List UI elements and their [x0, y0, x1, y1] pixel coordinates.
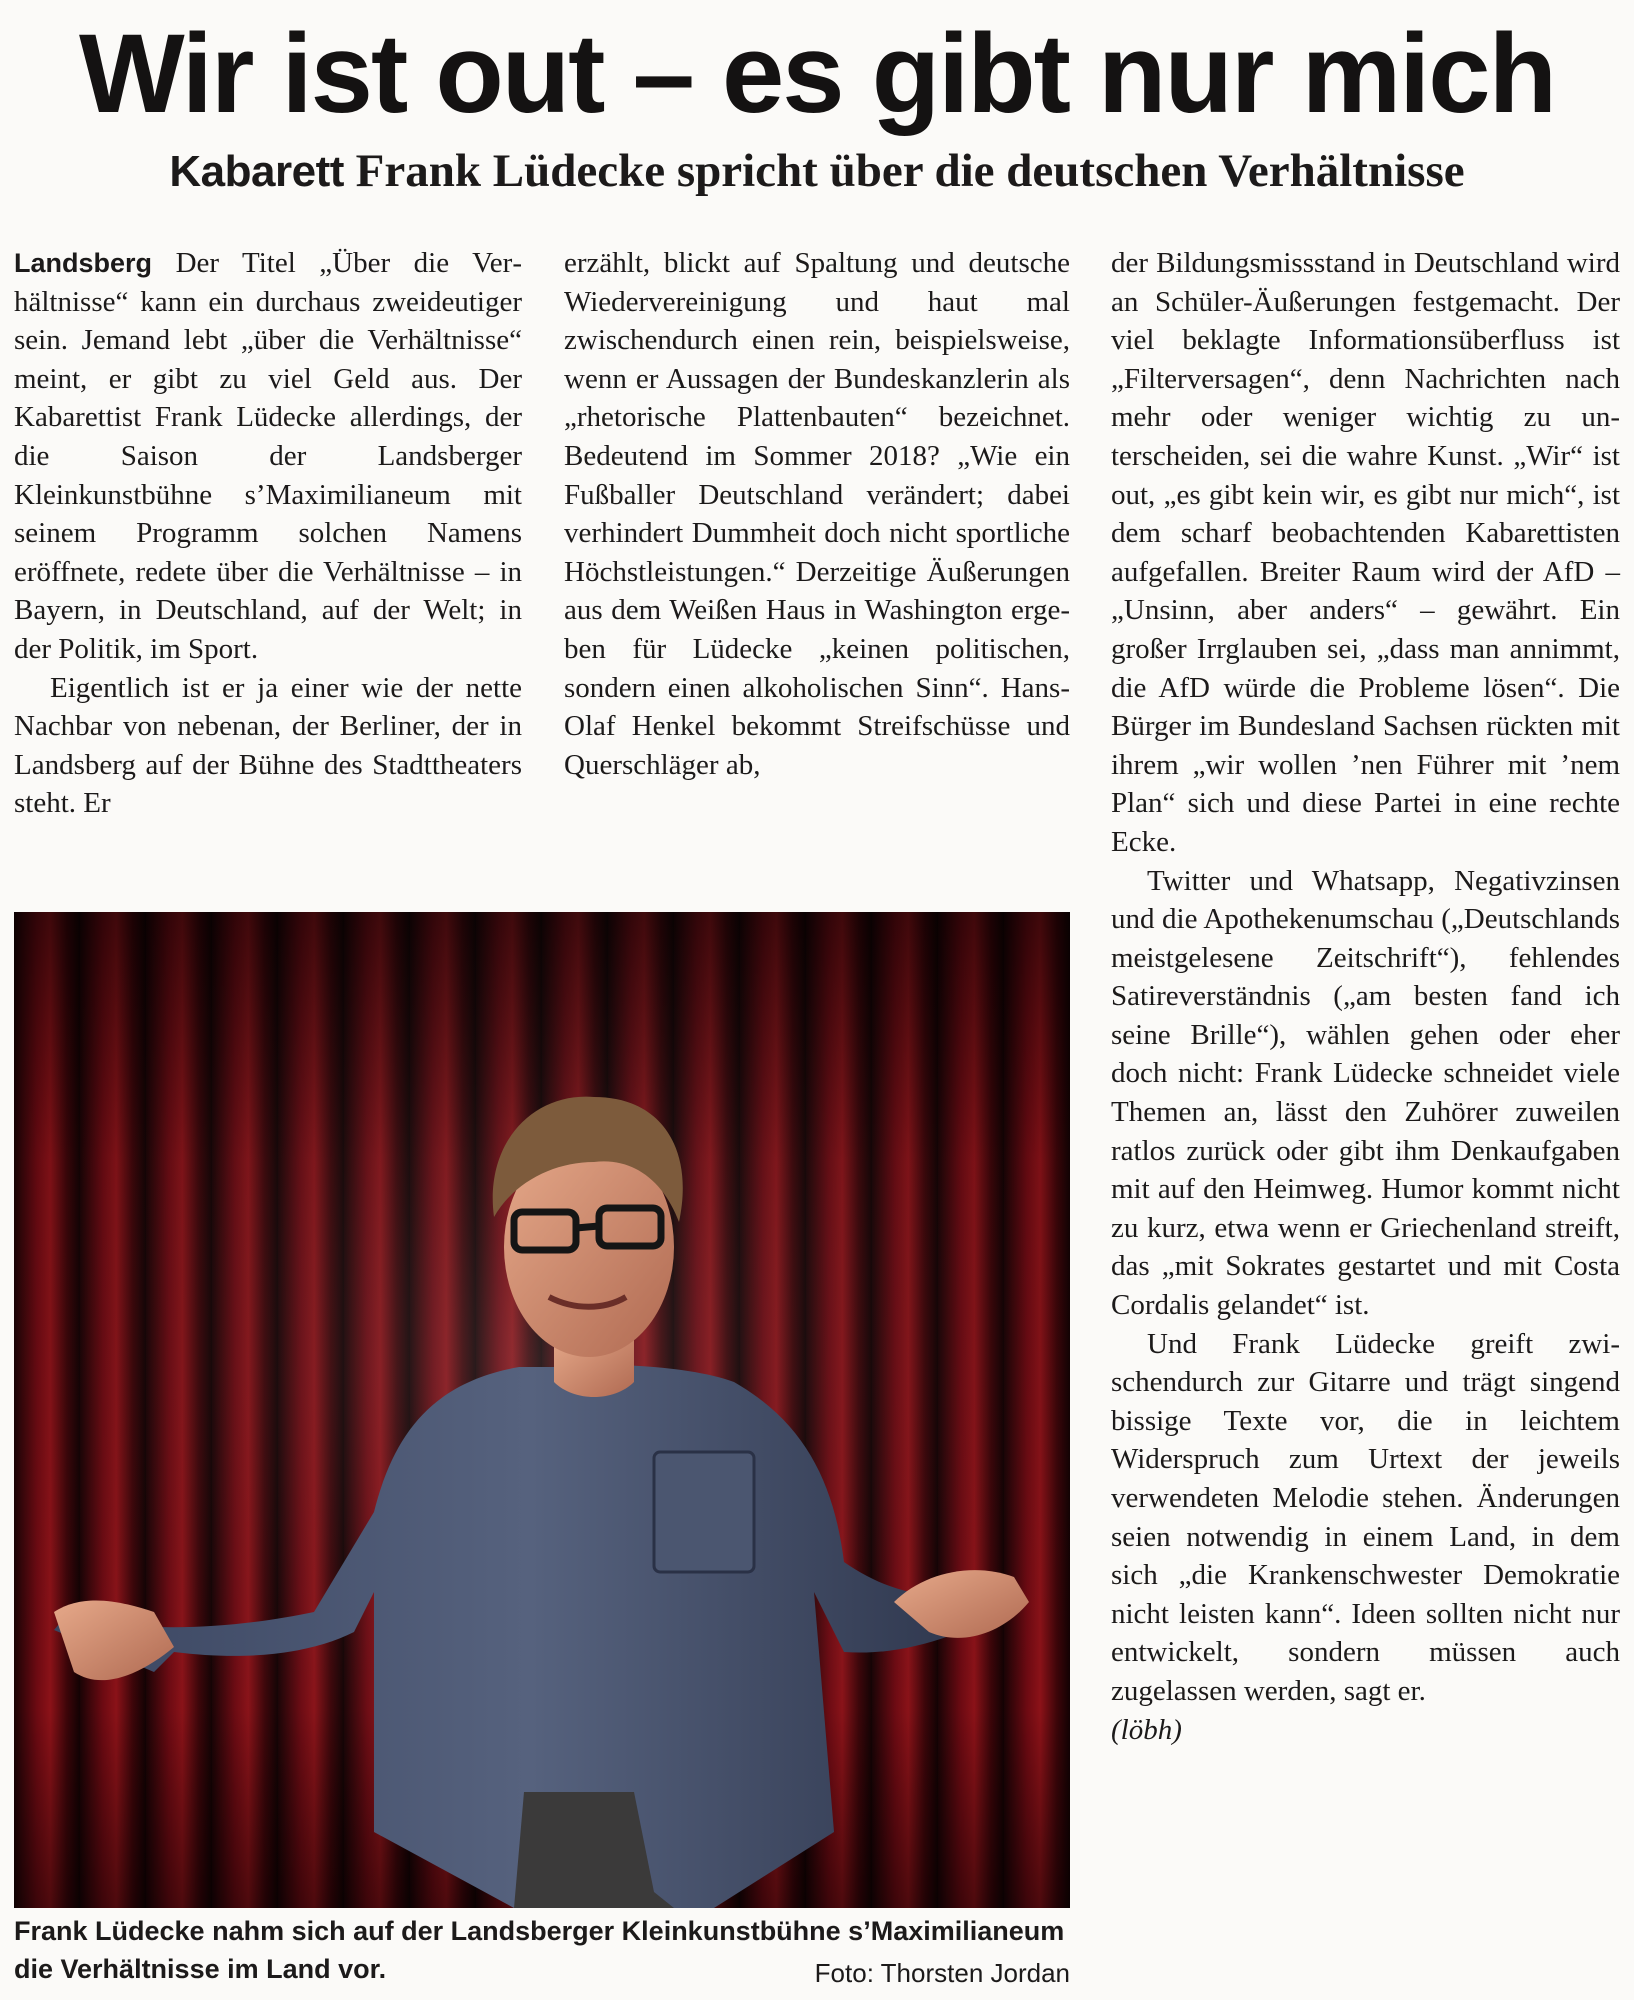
- paragraph: [1111, 1325, 1620, 1750]
- photo-credit: Foto: Thorsten Jordan: [814, 1958, 1070, 1988]
- shirt-pocket: [654, 1452, 754, 1572]
- caption-text: Frank Lüdecke nahm sich auf der Landsberger Kleinkunstbühne s’Maximilianeum die Verhältnisse im Land vor.: [14, 1916, 1065, 1984]
- paragraph: Eigentlich ist er ja einer wie der nette Nachbar von nebenan, der Berliner, der in Landsberg auf der Bühne des Stadttheaters steht. Er: [14, 671, 522, 820]
- article-photo: [14, 912, 1070, 1908]
- headline: Wir ist out – es gibt nur mich: [78, 11, 1555, 136]
- paragraph: der Bildungsmissstand in Deutschland wird an Schüler-Äußerungen festgemacht. Der viel beklagte Informationsüberfluss ist „Filterversagen“, denn Nachrichten nach mehr oder weniger wichtig zu unterscheiden, sei die wahre Kunst. „Wir“ ist out, „es gibt kein wir, es gibt nur mich“, ist dem scharf beobachtenden Kabarettisten aufgefallen. Breiter Raum wird der AfD – „Unsinn, aber anders“ – gewährt. Ein großer Irrglauben sei, „dass man annimmt, die AfD würde die Probleme lösen“. Die Bürger im Bundesland Sachsen rückten mit ihrem „wir wollen ’nen Führer mit ’nem Plan“ sich und diese Partei in eine rechte Ecke.: [1111, 247, 1620, 858]
- paragraph-text: Der Titel „Über die Verhältnisse“ kann ein durchaus zweideutiger sein. Jemand lebt „über die Verhältnisse“ meint, er gibt zu viel Geld aus. Der Kabarettist Frank Lüdecke allerdings, der die Saison der Landsberger Kleinkunstbühne s’Maximilianeum mit seinem Programm solchen Namens eröffnete, redete über die Verhältnisse – in Bayern, in Deutschland, auf der Welt; in der Politik, im Sport.: [14, 247, 523, 665]
- kicker: Kabarett: [169, 147, 344, 196]
- paragraph-text: Und Frank Lüdecke greift zwischendurch zur Gitarre und trägt singend bissige Texte vor, die in leichtem Widerspruch zum Urtext der jeweils verwendeten Melodie stehen. Änderungen seien notwendig in einem Land, in dem sich „die Krankenschwester Demokratie nicht leisten kann“. Ideen sollten nicht nur entwickelt, sondern müssen auch zugelassen werden, sagt er.: [1111, 1327, 1620, 1707]
- paragraph: Twitter und Whatsapp, Negativzinsen und die Apothekenumschau („Deutschlands meistgelesene Zeitschrift“), fehlendes Satireverständnis („am besten fand ich seine Brille“), wählen gehen oder eher doch nicht: Frank Lüdecke schneidet viele Themen an, lässt den Zuhörer zuweilen ratlos zurück oder gibt ihm Denkaufgaben mit auf den Heimweg. Humor kommt nicht zu kurz, etwa wenn er Griechenland streift, das „mit Sokrates gestartet und mit Costa Cordalis gelandet“ ist.: [1111, 864, 1620, 1322]
- photo-caption: [14, 1912, 1070, 1992]
- subheadline-text: Frank Lüdecke spricht über die deutschen Verhältnisse: [355, 145, 1465, 197]
- author-initials: (löbh): [1111, 1713, 1182, 1746]
- dateline: Landsberg: [14, 248, 153, 278]
- article-column-1: [14, 244, 522, 874]
- paragraph: erzählt, blickt auf Spaltung und deutsche Wiedervereinigung und haut mal zwischendurch einen rein, beispielsweise, wenn er Aussagen der Bundeskanzlerin als „rhetorische Plattenbauten“ bezeichnet. Bedeutend im Sommer 2018? „Wie ein Fußballer Deutschland verändert; dabei verhindert Dummheit doch nicht sportliche Höchstleistungen.“ Derzeitige Äußerungen aus dem Weißen Haus in Washington ergeben für Lüdecke „keinen politischen, sondern einen alkoholischen Sinn“. Hans-Olaf Henkel bekommt Streifschüsse und Querschläger ab,: [564, 247, 1070, 781]
- article-column-2: [564, 244, 1070, 874]
- subheadline: [0, 134, 1634, 209]
- article-column-3: [1111, 244, 1620, 1978]
- stage-photo-illustration: [14, 912, 1070, 1908]
- paragraph: [14, 244, 522, 669]
